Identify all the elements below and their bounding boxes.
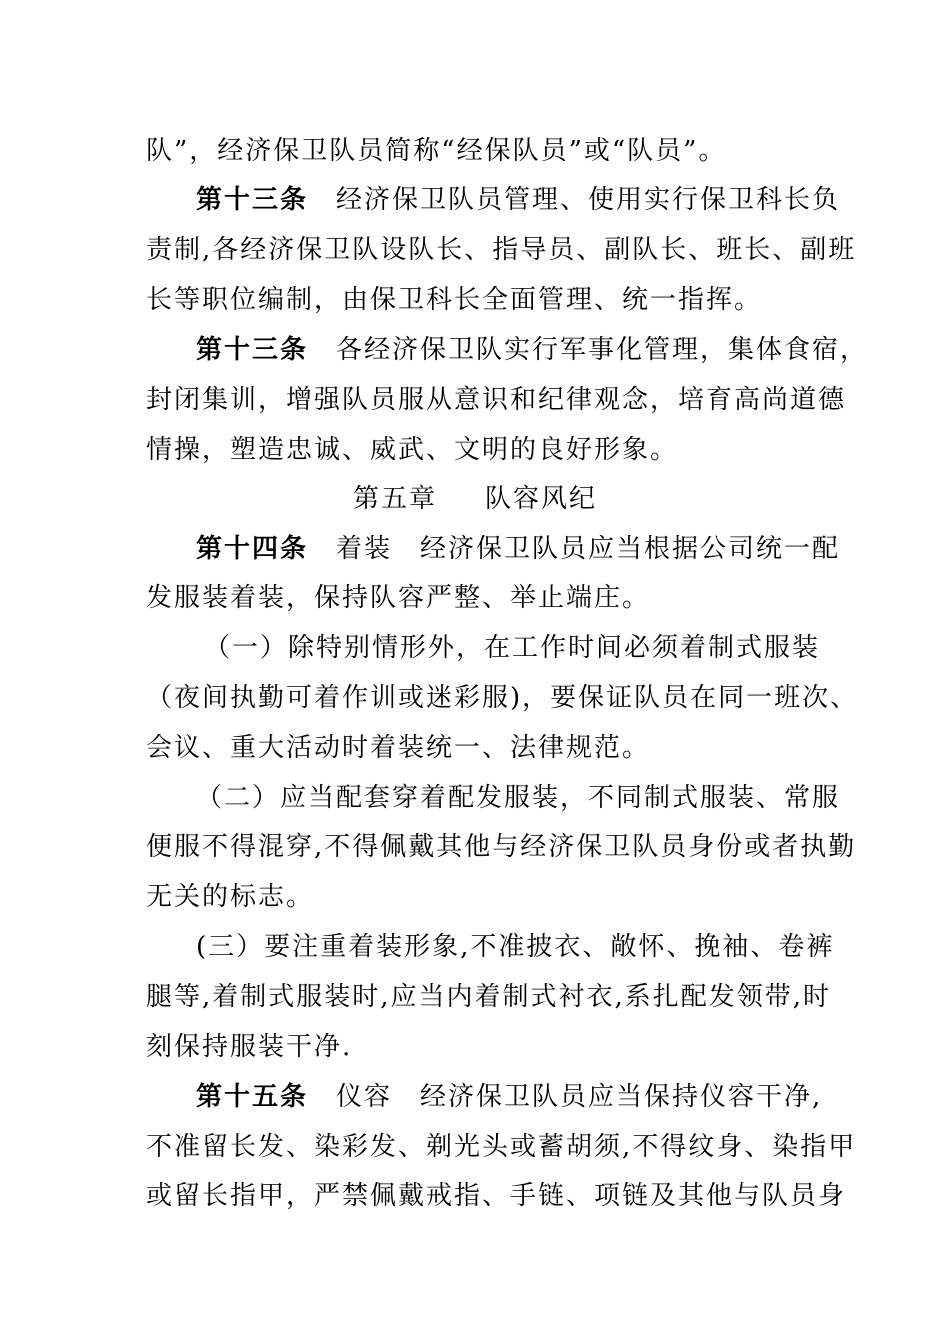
paragraph-line: 刻保持服装干净. <box>146 1032 353 1062</box>
paragraph-line: 便服不得混穿,不得佩戴其他与经济保卫队员身份或者执勤 <box>146 832 857 862</box>
paragraph-line: 责制,各经济保卫队设队长、指导员、副队长、班长、副班 <box>146 235 857 265</box>
item-1-first-line: （一）除特别情形外，在工作时间必须着制式服装 <box>204 633 821 663</box>
item-2-first-line: （二）应当配套穿着配发服装，不同制式服装、常服 <box>196 783 841 813</box>
article-text: 仪容 经济保卫队员应当保持仪容干净, <box>336 1082 823 1112</box>
article-label: 第十四条 <box>196 534 309 564</box>
paragraph-line: 会议、重大活动时着装统一、法律规范。 <box>146 733 651 763</box>
chapter-number: 第五章 <box>352 484 437 514</box>
paragraph-line: 发服装着装，保持队容严整、举止端庄。 <box>146 583 651 613</box>
paragraph-line: 不准留长发、染彩发、剃光头或蓄胡须,不得纹身、染指甲 <box>146 1132 857 1162</box>
paragraph-line: 队”，经济保卫队员简称“经保队员”或“队员”。 <box>146 136 727 166</box>
article-13a-first-line <box>196 183 856 217</box>
paragraph-line: 腿等,着制式服装时,应当内着制式衬衣,系扎配发领带,时 <box>146 982 832 1012</box>
article-text: 着装 经济保卫队员应当根据公司统一配 <box>336 534 841 564</box>
article-14-first-line <box>196 532 856 566</box>
article-label: 第十五条 <box>196 1082 309 1112</box>
paragraph-line: 封闭集训，增强队员服从意识和纪律观念，培育高尚道德 <box>146 385 847 415</box>
article-text: 经济保卫队员管理、使用实行保卫科长负 <box>336 185 841 215</box>
paragraph-line: 长等职位编制，由保卫科长全面管理、统一指挥。 <box>146 285 763 315</box>
chapter-heading <box>0 482 950 516</box>
article-label: 第十三条 <box>196 335 309 365</box>
article-15-first-line <box>196 1080 856 1114</box>
paragraph-line: 情操，塑造忠诚、威武、文明的良好形象。 <box>146 435 679 465</box>
paragraph-line: （夜间执勤可着作训或迷彩服)，要保证队员在同一班次、 <box>146 683 859 713</box>
article-label: 第十三条 <box>196 185 309 215</box>
chapter-title: 队容风纪 <box>485 484 598 514</box>
paragraph-line: 无关的标志。 <box>146 882 315 912</box>
article-text: 各经济保卫队实行军事化管理，集体食宿， <box>336 335 869 365</box>
item-3-first-line: (三）要注重着装形象,不准披衣、敞怀、挽袖、卷裤 <box>196 932 835 962</box>
article-13b-first-line <box>196 333 869 367</box>
paragraph-line: 或留长指甲，严禁佩戴戒指、手链、项链及其他与队员身 <box>146 1181 847 1211</box>
